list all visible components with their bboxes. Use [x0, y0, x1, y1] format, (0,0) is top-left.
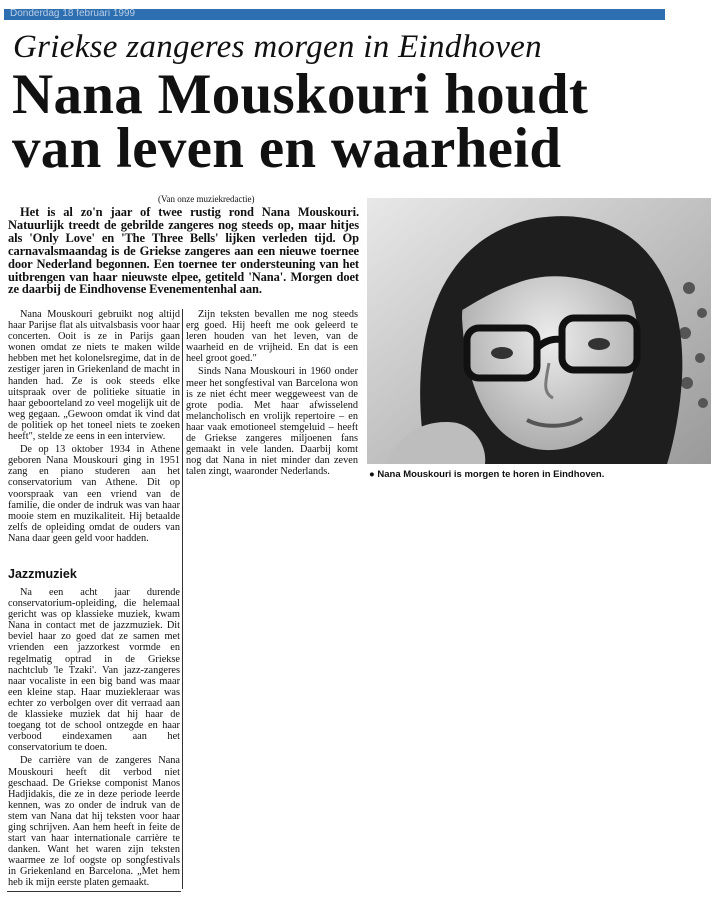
paragraph: Nana Mouskouri gebruikt nog altijd haar Parijse flat als uitvalsbasis voor haar concerten. Ooit is ze in Parijs gaan wonen omdat ze niets te maken wilde hebben met het kolonelsregime, dat in de zestiger jaren in Griekenland de macht in handen had. Ze is ook steeds elke uitspraak over de politieke situatie in haar geboorteland zo veel mogelijk uit de weg gegaan. „Gewoon omdat ik vind dat de politiek op het toneel niets te zoeken heeft", stelde ze eens in een interview. — [8, 309, 180, 443]
photo-caption: ● Nana Mouskouri is morgen te horen in Eindhoven. — [369, 469, 605, 480]
kicker-headline: Griekse zangeres morgen in Eindhoven — [13, 29, 542, 65]
portrait-photo — [367, 198, 711, 464]
portrait-illustration — [367, 198, 711, 464]
main-headline — [12, 63, 712, 180]
column-divider — [182, 309, 183, 889]
article-column-2 — [186, 309, 358, 479]
paragraph: De carrière van de zangeres Nana Mouskouri heeft dit verbod niet geschaad. De Griekse componist Manos Hadjidakis, die ze in deze periode leerde kennen, was zo onder de indruk van de stem van Nana dat hij teksten voor haar ging schrijven. Aan hem heeft in feite de start van haar internationale carrière te danken. Want het waren zijn teksten waarmee ze lof oogste op songfestivals in Griekenland en Barcelona. „Met hem heb ik mijn eerste platen gemaakt. — [8, 755, 180, 889]
lead-paragraph: Het is al zo'n jaar of twee rustig rond Nana Mouskouri. Natuurlijk treedt de gebrilde zangeres nog steeds op, maar hitjes als 'Only Love' en 'The Three Bells' lijken verleden tijd. Op carnavalsmaandag is de Griekse zangeres aan een nieuwe toernee door Nederland begonnen. Een toernee ter ondersteuning van het uitbrengen van haar nieuwste elpee, getiteld 'Nana'. Morgen doet ze daarbij de Eindhovense Evenementenhal aan. — [8, 205, 359, 297]
bottom-rule — [7, 891, 181, 892]
section-subhead: Jazzmuziek — [8, 567, 77, 581]
paragraph: Na een acht jaar durende conservatorium-opleiding, die helemaal gericht was op klassieke muziek, kwam Nana in contact met de jazzmuziek. Dit beviel haar zo goed dat ze samen met vrienden een jazzorkest vormde en regelmatig optrad in de Griekse nachtclub 'le Tzaki'. Van jazz-zangeres naar vocaliste in een big band was maar een kleine stap. Haar muziekleraar was echter zo verbolgen over dit verraad aan de klassieke muziek dat hij haar de toegang tot de school ontzegde en haar verbood eindexamen aan het conservatorium te doen. — [8, 587, 180, 754]
headline-line-1: Nana Mouskouri houdt — [12, 63, 589, 126]
paragraph: Sinds Nana Mouskouri in 1960 onder meer het songfestival van Barcelona won is ze niet écht meer weggeweest van de grote podia. Met haar afwisselend melancholisch en vrolijk repertoire – en haar vaak emotioneel stemgeluid – heeft de Griekse zangeres miljoenen fans gemaakt in vele landen. Daarbij komt nog dat Nana in niet minder dan zeven talen zingt, waaronder Nederlands. — [186, 366, 358, 478]
article-column-1 — [8, 309, 180, 546]
paragraph: De op 13 oktober 1934 in Athene geboren Nana Mouskouri ging in 1951 zang en piano studeren aan het conservatorium van Athene. Dit op voorspraak van een vriend van de familie, die onder de indruk was van haar mooie stem en muzikaliteit. Hij betaalde zelfs de opleiding omdat de ouders van Nana daar geen geld voor hadden. — [8, 444, 180, 544]
article-column-1-continued — [8, 587, 180, 891]
byline: (Van onze muziekredactie) — [158, 194, 255, 204]
dateline: Donderdag 18 februari 1999 — [10, 8, 136, 19]
headline-line-2: van leven en waarheid — [12, 117, 562, 180]
paragraph: Zijn teksten bevallen me nog steeds erg goed. Hij heeft me ook geleerd te leren houden van het leven, van de waarheid en de vrijheid. En dat is een heel groot goed." — [186, 309, 358, 365]
